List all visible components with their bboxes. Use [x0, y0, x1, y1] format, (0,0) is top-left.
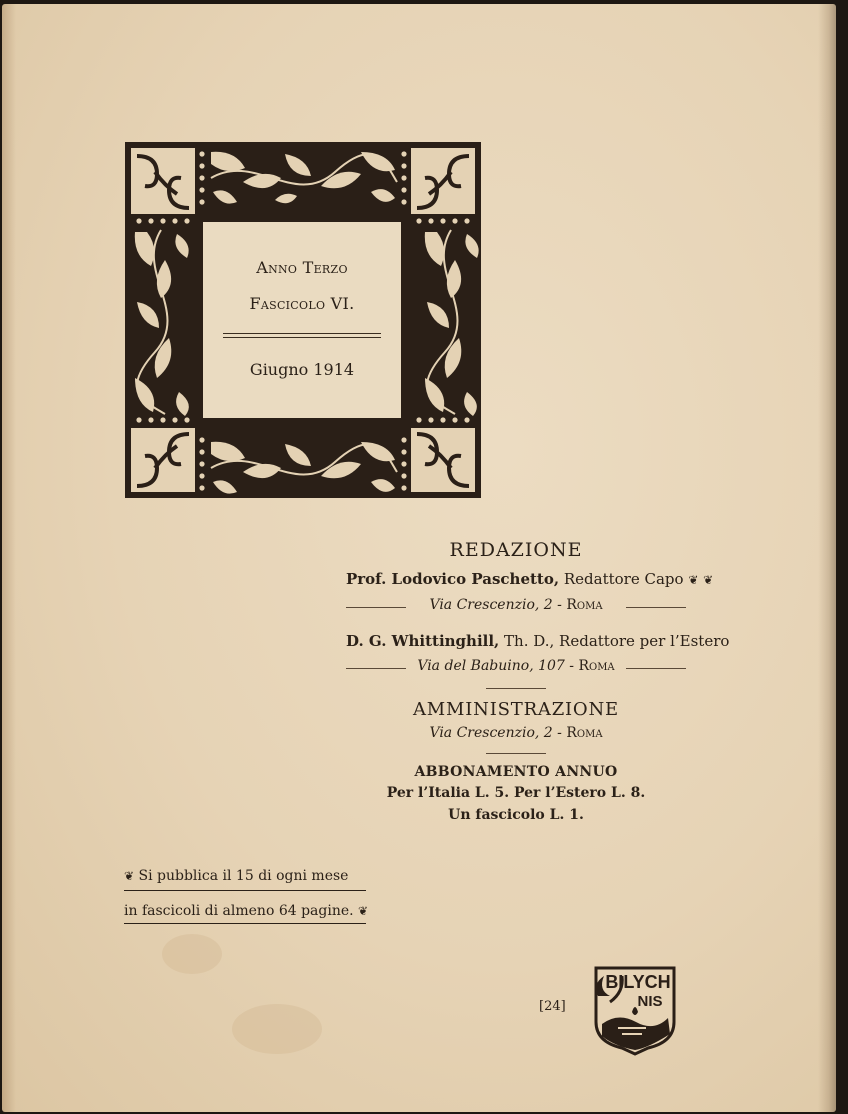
publication-line-2 — [124, 903, 369, 919]
fleuron-icon: ❦ — [688, 573, 699, 587]
editor-1-city: Roma — [566, 597, 603, 613]
amministrazione-address — [346, 725, 686, 741]
editor-2-name: D. G. Whittinghill, — [346, 632, 500, 650]
editor-1-role: Redattore Capo — [563, 570, 684, 588]
publication-rule — [124, 923, 366, 924]
fleuron-icon: ❦ — [703, 573, 714, 587]
publication-rule — [124, 890, 366, 891]
section-divider — [486, 753, 546, 754]
fleuron-icon: ❦ — [124, 869, 135, 883]
bilychnis-logo — [588, 962, 682, 1056]
editor-1-name: Prof. Lodovico Paschetto, — [346, 570, 560, 588]
editor-2-address — [346, 658, 686, 674]
issue-label: Fascicolo VI. — [249, 294, 355, 313]
fleuron-icon: ❦ — [358, 904, 369, 918]
logo-text-1: BILYCH — [605, 972, 671, 992]
ornamental-frame — [125, 142, 481, 498]
paper-stain — [162, 934, 222, 974]
amministrazione-city: Roma — [566, 725, 603, 741]
editor-1-address — [346, 597, 686, 613]
volume-label: Anno Terzo — [256, 258, 348, 277]
editor-2-address-line — [346, 658, 686, 678]
double-rule — [223, 333, 381, 338]
page-shadow-left — [2, 4, 16, 1112]
logo-text-2: NIS — [637, 993, 663, 1010]
amministrazione-heading: AMMINISTRAZIONE — [413, 699, 619, 720]
subscription-prices: Per l’Italia L. 5. Per l’Estero L. 8. — [386, 785, 646, 801]
address-rule-right — [626, 668, 686, 669]
editor-2-city: Roma — [578, 658, 615, 674]
editor-2-line — [346, 632, 730, 650]
subscription-heading: ABBONAMENTO ANNUO — [414, 764, 618, 780]
editor-2-role: Th. D., Redattore per l’Estero — [504, 632, 730, 650]
publication-pages: in fascicoli di almeno 64 pagine. — [124, 903, 354, 919]
paper-stain — [232, 1004, 322, 1054]
page-number: [24] — [539, 999, 566, 1014]
section-divider — [486, 688, 546, 689]
amministrazione-street: Via Crescenzio, 2 - — [429, 725, 562, 741]
editor-1-street: Via Crescenzio, 2 - — [429, 597, 562, 613]
frame-title-box — [203, 222, 401, 418]
address-rule-right — [626, 607, 686, 608]
page-shadow-right — [818, 4, 836, 1112]
single-issue-price: Un fascicolo L. 1. — [448, 807, 584, 823]
issue-date: Giugno 1914 — [249, 360, 355, 379]
redazione-heading: REDAZIONE — [449, 539, 583, 561]
editor-1-address-line — [346, 597, 686, 617]
journal-page — [2, 4, 836, 1112]
editor-2-street: Via del Babuino, 107 - — [417, 658, 574, 674]
publication-frequency: Si pubblica il 15 di ogni mese — [138, 868, 349, 884]
editor-1-line — [346, 570, 714, 588]
publication-line-1 — [124, 868, 366, 884]
